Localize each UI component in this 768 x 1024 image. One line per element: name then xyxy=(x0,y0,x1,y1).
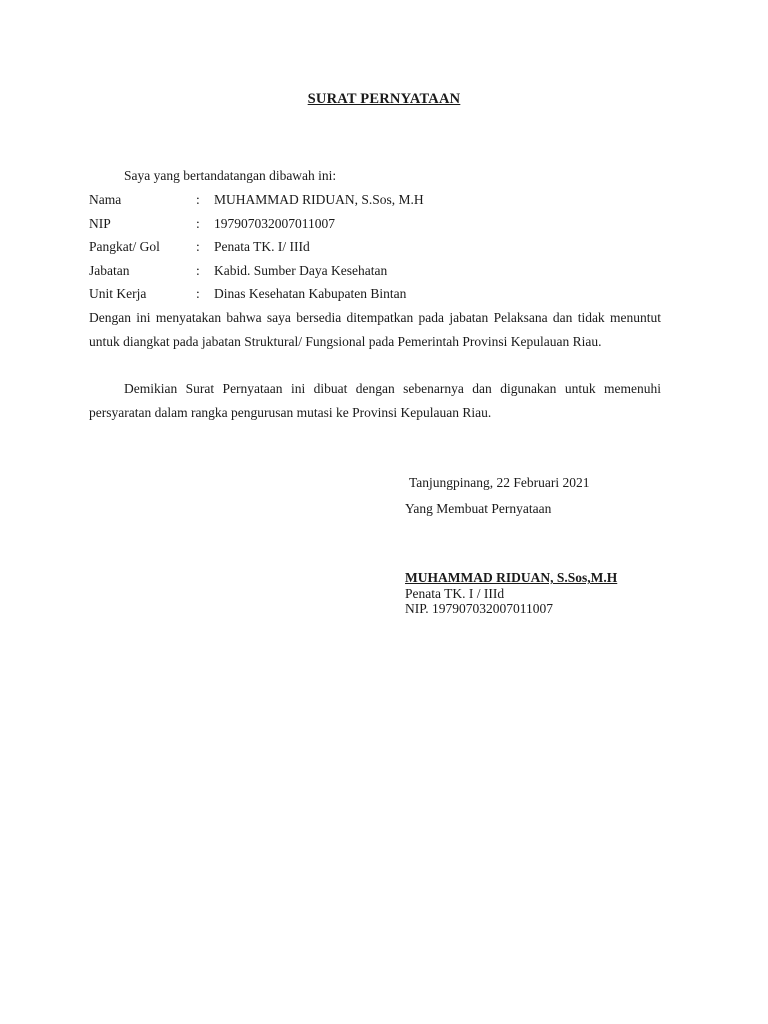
field-value: MUHAMMAD RIDUAN, S.Sos, M.H xyxy=(214,192,424,207)
field-label: Jabatan xyxy=(89,262,130,278)
signer-rank: Penata TK. I / IIId xyxy=(405,585,505,601)
maker-label: Yang Membuat Pernyataan xyxy=(405,501,552,516)
field-row-nip xyxy=(89,215,669,239)
field-row-nama xyxy=(89,191,669,215)
field-colon: : xyxy=(196,192,200,207)
document-title: SURAT PERNYATAAN xyxy=(307,91,461,107)
field-colon: : xyxy=(196,262,200,278)
intro-text: Saya yang bertandatangan dibawah ini: xyxy=(124,168,337,183)
signature-block xyxy=(405,473,705,519)
field-label: NIP xyxy=(89,215,111,231)
place-date: Tanjungpinang, 22 Februari 2021 xyxy=(409,475,590,490)
identity-fields xyxy=(89,191,669,309)
field-colon: : xyxy=(196,286,200,301)
field-row-pangkat xyxy=(89,238,669,262)
field-value: Kabid. Sumber Daya Kesehatan xyxy=(214,262,388,278)
statement-paragraph: Dengan ini menyatakan bahwa saya bersedia ditempatkan pada jabatan Pelaksana dan tidak menuntut untuk diangkat pada jabatan Struktural/ Fungsional pada Pemerintah Provinsi Kepulauan Riau. xyxy=(89,310,661,349)
closing-paragraph: Demikian Surat Pernyataan ini dibuat dengan sebenarnya dan digunakan untuk memenuhi persyaratan dalam rangka pengurusan mutasi ke Provinsi Kepulauan Riau. xyxy=(89,381,661,420)
field-value: 197907032007011007 xyxy=(214,215,335,231)
signer-name: MUHAMMAD RIDUAN, S.Sos,M.H xyxy=(405,570,618,585)
field-label: Nama xyxy=(89,192,122,207)
signer-nip: NIP. 197907032007011007 xyxy=(405,601,554,616)
field-colon: : xyxy=(196,215,200,231)
field-row-jabatan xyxy=(89,262,669,286)
signer-details xyxy=(405,570,725,617)
field-label: Unit Kerja xyxy=(89,286,147,301)
field-row-unit-kerja xyxy=(89,285,669,309)
field-colon: : xyxy=(196,239,200,254)
field-label: Pangkat/ Gol xyxy=(89,239,160,254)
field-value: Penata TK. I/ IIId xyxy=(214,239,310,254)
field-value: Dinas Kesehatan Kabupaten Bintan xyxy=(214,286,407,301)
